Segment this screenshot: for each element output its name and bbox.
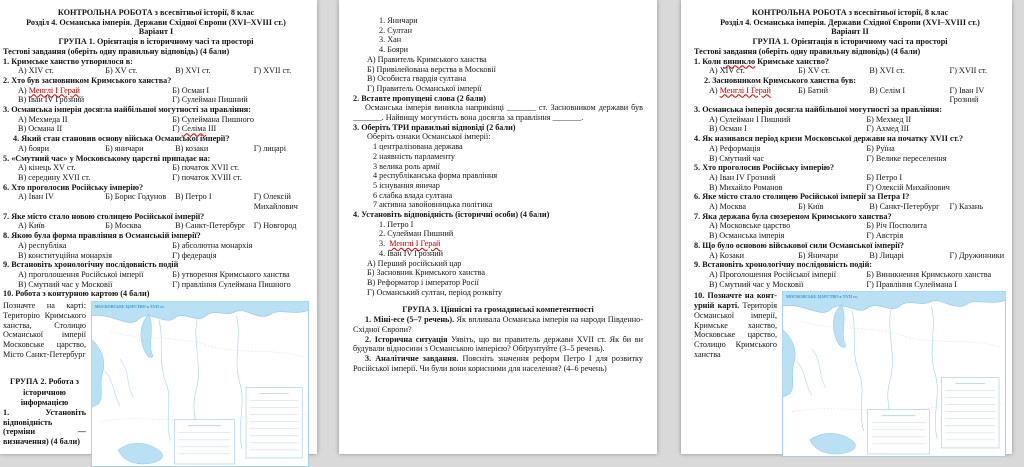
option: В) Селім І <box>869 85 906 95</box>
contour-map <box>782 291 1006 457</box>
option: В) Смутний час у Московії <box>18 279 113 289</box>
option: А) Козаки <box>709 250 745 260</box>
task-subtitle: Оберіть ознаки Османської імперії: <box>367 132 491 142</box>
option: В) Лицарі <box>869 250 904 260</box>
options-grid <box>694 221 1006 240</box>
choice-item: 4 республіканська форма правління <box>373 171 498 181</box>
question: 2. Засновником Кримського ханства був: <box>704 75 857 85</box>
match-answer: Б) Засновник Кримського ханства <box>367 268 486 278</box>
question: 6. Хто проголосив Російську імперію? <box>3 182 144 192</box>
option: Б) Петро І <box>866 172 903 182</box>
option: А) Іван IV Грозний <box>709 172 776 182</box>
situation-task: 2. Історична ситуація Уявіть, що ви правитель держави XVII ст. Як би ви будували відносини з Османською імперією? Обґрунтуйте (3–5 речень). <box>353 334 644 354</box>
group2-block <box>3 377 86 446</box>
variant-label: Варіант І <box>138 27 174 37</box>
match-item: 1. Петро І <box>379 219 414 229</box>
map-table <box>868 410 930 454</box>
option: Б) Яничари <box>798 250 839 260</box>
match-item: 3. Менглі І Герай <box>379 239 441 249</box>
group2-task: 1. Установіть відповідність (терміни — визначення) (4 бали) <box>3 407 86 447</box>
option: Г) Новгород <box>253 221 297 231</box>
option: А) Іван IV <box>18 192 54 202</box>
doc-title: КОНТРОЛЬНА РОБОТА з всесвітньої історії, 8 клас <box>751 8 949 17</box>
option: В) Смутний час у Московії <box>709 279 804 289</box>
option: А) республіка <box>18 240 67 250</box>
options-row <box>3 192 309 211</box>
question: 8. Якою була форма правління в Османській імперії? <box>3 231 201 241</box>
option: А) Москва <box>709 202 747 212</box>
misspelled-word: Менглі І Герай <box>719 85 771 95</box>
option: В) Смутний час <box>709 153 765 163</box>
question: 1. Коли виникло Кримське ханство? <box>694 56 830 66</box>
option: Г) Сулейман Пишний <box>172 95 248 105</box>
doc-subtitle: Розділ 4. Османська імперія. Держави Східної Європи (XVI–XVIII ст.) <box>720 17 980 27</box>
option: Г) федерація <box>172 250 217 260</box>
option: А) XIV ст. <box>18 66 54 76</box>
option: А) XIV ст. <box>709 66 745 76</box>
options-grid <box>694 115 1006 134</box>
choice-item: 5 існування яничар <box>373 180 440 190</box>
option: В) Петро І <box>175 192 212 202</box>
task-title: 2. Вставте пропущені слова (2 бали) <box>353 93 487 103</box>
question: 3. Османська імперія досягла найбільшої могутності за правління: <box>694 105 942 115</box>
variant-label: Варіант ІІ <box>831 27 869 37</box>
misspelled-word: Селіма <box>181 124 207 134</box>
choice-item: 7 активна завойовницька політика <box>373 200 493 210</box>
option: Г) Олексій Михайлович <box>866 182 950 192</box>
question: 4. Як називався період кризи Московської держави на початку XVII ст.? <box>694 134 964 144</box>
match-item: 3. Хан <box>379 35 402 45</box>
option: А) бояри <box>18 143 50 153</box>
option: Б) Москва <box>105 221 142 231</box>
option: Г) XVII ст. <box>949 66 988 76</box>
option: В) середину XVII ст. <box>18 172 91 182</box>
options-row <box>694 251 1006 261</box>
option: Б) Батий <box>798 85 829 95</box>
option: Б) XV ст. <box>105 66 138 76</box>
group2-title: ГРУПА 2. Робота з історичною інформацією <box>10 377 79 407</box>
option: Б) Сулеймана Пишного <box>172 114 254 124</box>
option: А) Реформація <box>709 143 761 153</box>
question: 1. Кримське ханство утворилося в: <box>3 56 133 66</box>
question: 3. Османська імперія досягла найбільшої могутності за правління: <box>3 105 251 115</box>
option: А) Київ <box>18 221 45 231</box>
option: А) Проголошення Російської імперії <box>709 269 837 279</box>
match-item: 2. Сулейман Пишний <box>379 229 454 239</box>
choice-item: 6 слабка влада султана <box>373 190 453 200</box>
option: Б) абсолютна монархія <box>172 240 253 250</box>
options-grid <box>3 163 309 182</box>
option: Б) Річ Посполита <box>866 221 927 231</box>
question: 10. Робота з контурною картою (4 бали) <box>3 289 150 299</box>
option: Г) Олексій Михайлович <box>253 192 298 212</box>
option: А) кінець XV ст. <box>18 163 76 173</box>
match-answer: Б) Привілейована верства в Московії <box>367 64 496 74</box>
match-answer: Г) Правитель Османської імперії <box>367 83 482 93</box>
misspelled-word: Менглі І Герай <box>28 85 80 95</box>
option: В) козаки <box>175 143 209 153</box>
analytic-task: 3. Аналітичне завдання. Поясніть значення реформ Петро І для розвитку Російської імперії. Чи були вони корисними для населення? (4–6 речень) <box>353 353 643 373</box>
options-grid <box>694 144 1006 163</box>
fill-blanks-text: Османська імперія виникла наприкінці _______ ст. Засновником держави був _______. Найвищу могутність вона досягла за правління _______. <box>353 103 643 123</box>
option: А) Московське царство <box>709 221 791 231</box>
essay-task: 1. Міні-есе (5–7 речень). Як впливала Османська імперія на народи Південно-Східної Європи? <box>353 315 644 334</box>
options-row <box>3 221 309 231</box>
match-answer: А) Правитель Кримського ханства <box>367 54 487 64</box>
match-item: 2. Султан <box>379 25 412 35</box>
match-answer: А) Перший російський цар <box>367 258 462 268</box>
question: 9. Встановіть хронологічну послідовність подій <box>3 260 179 270</box>
options-row <box>3 66 309 76</box>
option: В) Осман І <box>709 124 747 134</box>
contour-map <box>91 301 309 467</box>
option: Г) Австрія <box>866 231 904 241</box>
option: В) Іван IV Грозний <box>18 95 85 105</box>
test-instruction: Тестові завдання (оберіть одну правильну відповідь) (4 бали) <box>3 46 230 56</box>
option: А) проголошення Російської імперії <box>18 269 144 279</box>
option: Б) Виникнення Кримського ханства <box>866 269 992 279</box>
group1-title: ГРУПА 1. Орієнтація в історичному часі та просторі <box>58 37 254 47</box>
option: Б) XV ст. <box>798 66 830 76</box>
misspelled-word: виникло <box>723 56 756 66</box>
option: Г) початок XVIII ст. <box>172 172 242 182</box>
page-variant-1 <box>0 0 317 454</box>
options-row <box>694 86 1006 105</box>
option: В) XVI ст. <box>175 66 211 76</box>
option: Г) Дружинники <box>949 250 1005 260</box>
question: 5. «Смутний час» у Московському царстві припадає на: <box>3 153 211 163</box>
choice-item: 3 велика роль армії <box>373 161 440 171</box>
option: А) Сулейман І Пишний <box>709 114 791 124</box>
option: Г) лицарі <box>253 143 287 153</box>
option: В) Османська імперія <box>709 231 785 241</box>
match-answer: Г) Османський султан, період розквіту <box>367 287 503 297</box>
option: Г) Правління Сулеймана І <box>866 279 957 289</box>
match-item: 1. Яничари <box>379 16 418 25</box>
misspelled-word: Менглі І Герай <box>389 239 441 249</box>
option: Б) Київ <box>798 202 824 212</box>
options-grid <box>3 241 309 260</box>
match-answer: В) Реформатор і імператор Росії <box>367 277 479 287</box>
option: В) конституційна монархія <box>18 250 113 260</box>
page-variant-2 <box>681 0 1012 454</box>
match-item: 4. Бояри <box>379 45 409 55</box>
option: В) XVI ст. <box>869 66 905 76</box>
doc-subtitle: Розділ 4. Османська імперія. Держави Східної Європи (XVI–XVIII ст.) <box>26 17 286 27</box>
map-table <box>174 420 234 464</box>
option: Г) Казань <box>949 202 984 212</box>
doc-title: КОНТРОЛЬНА РОБОТА з всесвітньої історії, 8 клас <box>57 8 255 17</box>
option: Б) Мехмед ІІ <box>866 114 912 124</box>
option: Б) початок XVII ст. <box>172 163 240 173</box>
map-legend <box>941 378 999 448</box>
map-title: МОСКОВСЬКЕ ЦАРСТВО в XVII ст. <box>785 294 858 300</box>
option: Б) яничари <box>105 143 144 153</box>
options-grid <box>3 86 309 105</box>
question: 6. Яке місто стало столицею Російської імперії за Петра І? <box>694 192 910 202</box>
group1-title: ГРУПА 1. Орієнтація в історичному часі та просторі <box>752 37 948 47</box>
option: Г) Велике переселення <box>866 153 947 163</box>
choice-item: 2 наявність парламенту <box>373 151 455 161</box>
option: А) Менглі І Герай <box>18 85 80 95</box>
question: 8. Що було основою військової сили Османської імперії? <box>694 240 904 250</box>
task-title: 4. Установіть відповідність (історичні особи) (4 бали) <box>353 210 550 220</box>
option: Г) правління Сулеймана Пишного <box>172 279 291 289</box>
option: Б) утворення Кримського ханства <box>172 269 290 279</box>
question: 4. Який стан становив основу війська Османської імперії? <box>13 134 230 144</box>
option: Г) Іван IV Грозний <box>949 85 985 105</box>
task-title: 3. Оберіть ТРИ правильні відповіді (2 бали) <box>353 122 516 132</box>
options-grid <box>694 270 1006 289</box>
option: В) Михайло Романов <box>709 182 783 192</box>
option: В) Санкт-Петербург <box>175 221 246 231</box>
options-row <box>3 144 309 154</box>
option: А) Мехмеда ІІ <box>18 114 68 124</box>
options-row <box>694 202 1006 212</box>
question: 2. Хто був засновником Кримського ханства? <box>3 75 172 85</box>
question: 9. Встановіть хронологічну послідовність подій: <box>694 260 873 270</box>
option: Г) Селіма ІІІ <box>172 124 217 134</box>
map-legend <box>246 388 302 458</box>
map-instructions: Позначте на карті: Територію Кримського ханства, Столицю Османської імперії Московське царство, Місто Санкт-Петербург ГРУПА 2. Робота з історичною інформацією 1. Установіть відповідність (терміни — визначення) (4 бали) <box>3 301 86 447</box>
options-grid <box>694 173 1006 192</box>
page-groups-2-3 <box>339 0 657 454</box>
question: 5. Хто проголосив Російську імперію? <box>694 163 835 173</box>
options-grid <box>3 115 309 134</box>
test-instruction: Тестові завдання (оберіть одну правильну відповідь) (4 бали) <box>694 46 921 56</box>
option: Б) Осман І <box>172 85 210 95</box>
map-title: МОСКОВСЬКЕ ЦАРСТВО в XVII ст. <box>94 304 165 310</box>
option: Г) XVII ст. <box>253 66 292 76</box>
match-answer: В) Особиста гвардія султана <box>367 74 467 84</box>
option: В) Османа ІІ <box>18 124 63 134</box>
options-grid <box>3 270 309 289</box>
match-item: 4. Іван IV Грозний <box>379 248 444 258</box>
option: Б) Борис Годунов <box>105 192 167 202</box>
option: Б) Руїна <box>866 143 895 153</box>
map-instructions: 10. Позначте на контурній карті. Територія Османської імперії, Кримське ханство, Московське царство, Столицю Кримського ханства <box>694 291 777 359</box>
question: 7. Яке місто стало новою столицею Російської імперії? <box>3 211 205 221</box>
option: Г) Ахмед ІІІ <box>866 124 910 134</box>
choice-item: 1 централізована держава <box>373 142 463 152</box>
options-row <box>694 66 1006 76</box>
question: 7. Яка держава була сюзереном Кримського ханства? <box>694 211 892 221</box>
group3-title: ГРУПА 3. Ціннісні та громадянські компетентності <box>402 305 594 315</box>
option: В) Санкт-Петербург <box>869 202 940 212</box>
option: А) Менглі І Герай <box>709 85 771 95</box>
